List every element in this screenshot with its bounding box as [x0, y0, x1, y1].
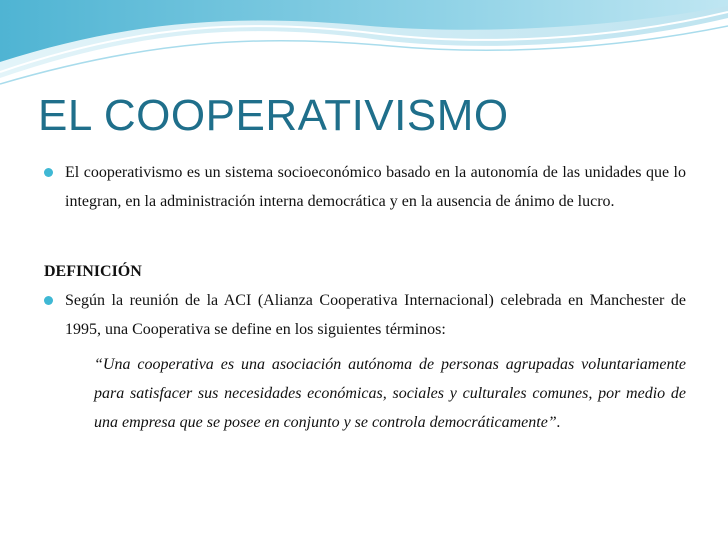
- intro-bullet-text: El cooperativismo es un sistema socioeconómico basado en la autonomía de las unidades que lo integran, en la administración interna democrática y en la ausencia de ánimo de lucro.: [65, 164, 686, 210]
- slide-content: [44, 158, 686, 437]
- bullet-dot-icon: [44, 168, 53, 177]
- definition-quote: “Una cooperativa es una asociación autónoma de personas agrupadas voluntariamente para satisfacer sus necesidades económicas, sociales y culturales comunes, por medio de una empresa que se posee en conjunto y se controla democráticamente”.: [94, 356, 686, 431]
- bullet-dot-icon: [44, 296, 53, 305]
- header-wave-decoration: [0, 0, 728, 90]
- definition-bullet-text: Según la reunión de la ACI (Alianza Cooperativa Internacional) celebrada en Manchester de 1995, una Cooperativa se define en los siguientes términos:: [65, 292, 686, 338]
- intro-bullet: [44, 158, 686, 216]
- slide-title: EL COOPERATIVISMO: [38, 91, 509, 140]
- definition-bullet: [44, 286, 686, 344]
- section-heading-definicion: DEFINICIÓN: [44, 263, 142, 280]
